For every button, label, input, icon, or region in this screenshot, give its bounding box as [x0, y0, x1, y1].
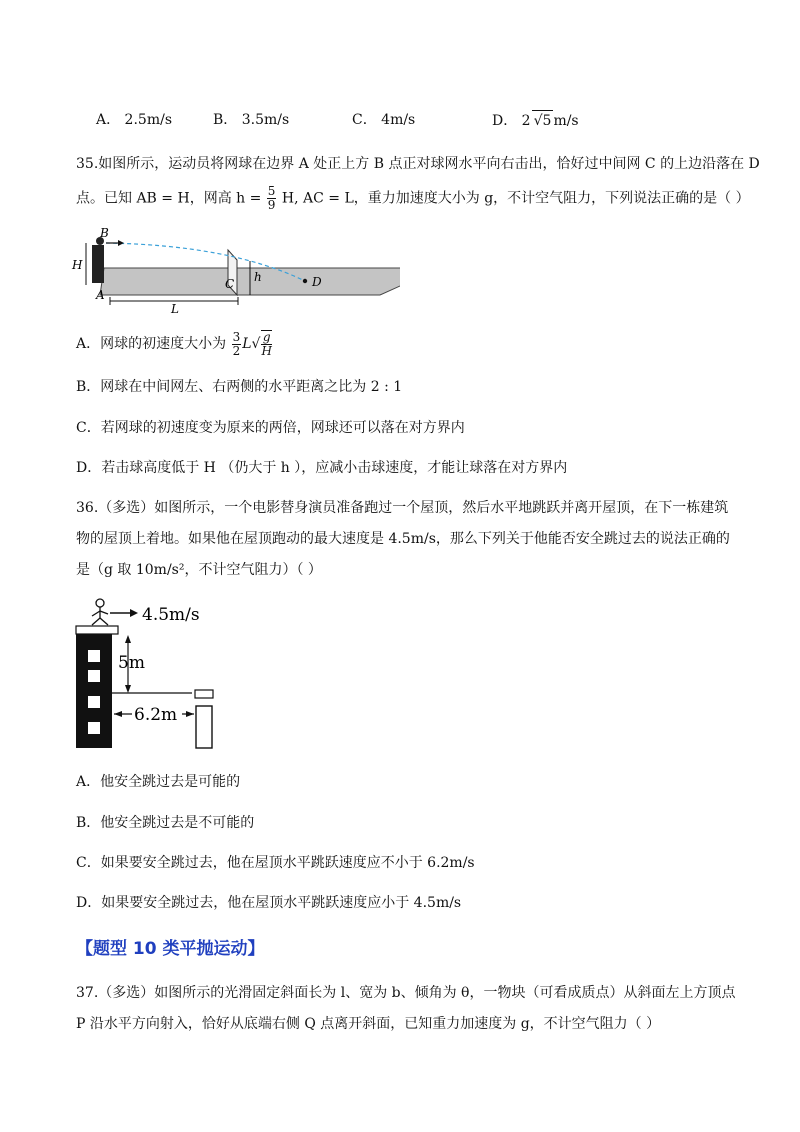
speed-label: 4.5m/s — [142, 605, 200, 625]
q36-option-d: D．如果要安全跳过去，他在屋顶水平跳跃速度应小于 4.5m/s — [76, 895, 462, 911]
stuntman-head — [96, 599, 104, 607]
stuntman-leg — [92, 618, 100, 625]
width-arrow-right — [186, 711, 194, 717]
stuntman-arm — [100, 611, 108, 614]
q36-line-1: 36.（多选）如图所示，一个电影替身演员准备跑过一个屋顶，然后水平地跳跃并离开屋顶，在下一栋建筑 — [76, 500, 729, 516]
q37-line-2: P 沿水平方向射入，恰好从底端右侧 Q 点离开斜面，已知重力加速度为 g，不计空气阻力（ ） — [76, 1016, 661, 1032]
label-h: h — [254, 270, 262, 284]
sqrt-symbol: √ — [251, 336, 261, 352]
q36-line-2: 物的屋顶上着地。如果他在屋顶跑动的最大速度是 4.5m/s，那么下列关于他能否安全跳过去的说法正确的 — [76, 531, 730, 547]
q35-line-2 — [76, 185, 750, 212]
frac-den: 2 — [232, 343, 241, 358]
q35-option-b: B．网球在中间网左、右两侧的水平距离之比为 2 : 1 — [76, 379, 403, 395]
q35-option-d: D．若击球高度低于 H （仍大于 h ），应减小击球速度，才能让球落在对方界内 — [76, 460, 568, 476]
height-arrow-up — [125, 635, 131, 643]
q36-option-b: B．他安全跳过去是不可能的 — [76, 815, 255, 831]
rooftop-jump-figure — [70, 598, 280, 750]
roof-ledge — [76, 626, 118, 634]
landing-point-D — [303, 279, 307, 283]
window — [88, 696, 100, 708]
q35-option-a-L: L — [242, 336, 252, 352]
section-heading: 【题型 10 类平抛运动】 — [76, 939, 265, 959]
label-A: A — [96, 288, 105, 302]
height-label: 5m — [118, 653, 145, 673]
q35-line-2a: 点。已知 AB = H，网高 h = — [76, 190, 262, 207]
fraction-g-H — [261, 330, 271, 358]
width-label: 6.2m — [134, 705, 178, 725]
label-B: B — [100, 226, 109, 240]
q36-option-c: C．如果要安全跳过去，他在屋顶水平跳跃速度应不小于 6.2m/s — [76, 855, 475, 871]
stuntman-arm — [92, 611, 100, 616]
q34-option-a: A． 2.5m/s — [96, 112, 173, 128]
label-C: C — [225, 277, 235, 291]
width-arrow-left — [114, 711, 122, 717]
q34-option-d — [492, 110, 579, 131]
q34-option-c: C． 4m/s — [352, 112, 416, 128]
q34-option-d-suffix: m/s — [553, 113, 579, 129]
frac-num: 5 — [267, 184, 276, 198]
stuntman-leg — [100, 618, 108, 625]
fraction-5-9 — [267, 185, 277, 212]
right-roof-ledge — [195, 690, 213, 698]
fraction-3-2 — [232, 331, 242, 358]
velocity-arrowhead — [118, 240, 124, 246]
frac-num: g — [262, 330, 271, 344]
q34-option-d-prefix: D． 2 — [492, 113, 531, 129]
q35-option-a-text: A．网球的初速度大小为 — [76, 336, 227, 352]
q35-line-2b: H, AC = L，重力加速度大小为 g，不计空气阻力，下列说法正确的是（ ） — [281, 190, 750, 207]
window — [88, 722, 100, 734]
label-H: H — [72, 258, 83, 272]
right-building — [196, 706, 212, 748]
speed-arrowhead — [130, 609, 138, 617]
frac-num: 3 — [232, 329, 241, 344]
sqrt-symbol: √5 — [532, 110, 554, 131]
player-figure — [92, 245, 104, 283]
q35-line-1: 35.如图所示，运动员将网球在边界 A 处正上方 B 点正对球网水平向右击出，恰好过中间网 C 的上边沿落在 D — [76, 156, 760, 172]
q35-option-c: C．若网球的初速度变为原来的两倍，网球还可以落在对方界内 — [76, 420, 465, 436]
q36-option-a: A．他安全跳过去是可能的 — [76, 774, 241, 790]
frac-den: H — [261, 344, 272, 358]
label-D: D — [312, 275, 322, 289]
window — [88, 670, 100, 682]
q37-line-1: 37.（多选）如图所示的光滑固定斜面长为 l、宽为 b、倾角为 θ，一物块（可看成质点）从斜面左上方顶点 — [76, 985, 736, 1001]
label-L: L — [171, 302, 179, 315]
q35-option-a — [76, 330, 273, 358]
tennis-court-figure — [70, 225, 400, 315]
window — [88, 650, 100, 662]
q34-option-b: B． 3.5m/s — [213, 112, 290, 128]
frac-den: 9 — [267, 198, 276, 212]
q36-line-3: 是（g 取 10m/s²，不计空气阻力）（ ） — [76, 562, 322, 578]
q34-option-d-radicand: 5 — [542, 113, 552, 129]
height-arrow-down — [125, 685, 131, 693]
